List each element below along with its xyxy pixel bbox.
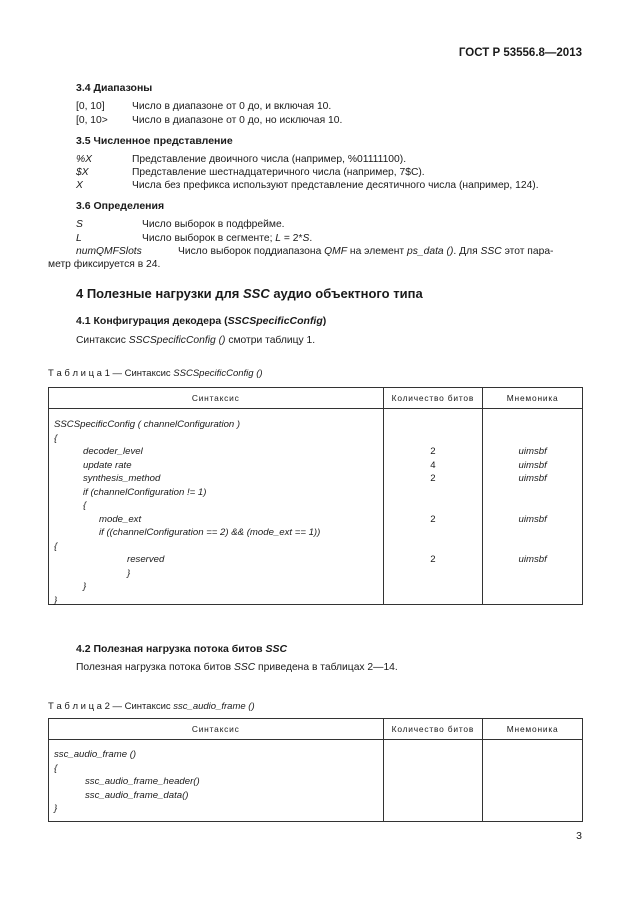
table-2 [48, 718, 583, 822]
range-desc-1: Число в диапазоне от 0 до, и включая 10. [132, 101, 332, 112]
def-term-qmf: numQMFSlots [76, 246, 142, 257]
section-3-4-title: 3.4 Диапазоны [76, 82, 153, 94]
mnemonic-value: uimsbf [518, 473, 547, 484]
code-line: } [127, 568, 131, 579]
code-line: ssc_audio_frame () [54, 749, 137, 760]
table-1-bits-cell [383, 409, 483, 605]
code-line: update rate [83, 460, 132, 471]
table-1-header-bits: Количество битов [383, 388, 483, 409]
code-line: SSCSpecificConfig ( channelConfiguration ) [54, 419, 241, 430]
table-2-bits-cell [383, 740, 483, 822]
code-line: if ((channelConfiguration == 2) && (mode_ext == 1)) [99, 527, 321, 538]
table-2-header-syntax: Синтаксис [49, 719, 384, 740]
code-line: reserved [127, 554, 165, 565]
code-line: } [54, 803, 58, 814]
table-2-caption: Т а б л и ц а 2 — Синтаксис ssc_audio_frame () [48, 701, 255, 712]
def-desc-qmf-cont: метр фиксируется в 24. [48, 259, 161, 270]
section-3-6-title: 3.6 Определения [76, 200, 165, 212]
table-1-caption: Т а б л и ц а 1 — Синтаксис SSCSpecificConfig () [48, 368, 263, 379]
table-2-syntax-cell [49, 740, 384, 822]
def-desc-qmf: Число выборок поддиапазона QMF на элемент ps_data (). Для SSC этот пара- [178, 246, 554, 257]
table-1-header-mnemonic: Мнемоника [483, 388, 583, 409]
num-term-3: X [76, 180, 83, 191]
range-desc-2: Число в диапазоне от 0 до, но исключая 10. [132, 115, 343, 126]
mnemonic-value: uimsbf [518, 514, 547, 525]
bits-value: 2 [430, 554, 436, 565]
def-desc-l: Число выборок в сегменте; L = 2*S. [142, 233, 313, 244]
code-line: ssc_audio_frame_data() [85, 790, 189, 801]
num-desc-2: Представление шестнадцатеричного числа (например, 7$C). [132, 167, 425, 178]
code-line: { [54, 763, 58, 774]
table-2-header-bits: Количество битов [383, 719, 483, 740]
code-line: } [83, 581, 87, 592]
document-id: ГОСТ Р 53556.8—2013 [458, 47, 582, 59]
table-1 [48, 387, 583, 605]
num-term-1: %X [76, 154, 93, 165]
section-3-5-title: 3.5 Численное представление [76, 135, 233, 147]
table-1-header-syntax: Синтаксис [49, 388, 384, 409]
mnemonic-value: uimsbf [518, 554, 547, 565]
def-term-s: S [76, 219, 83, 230]
table-1-syntax-cell [49, 409, 384, 605]
num-term-2: $X [76, 167, 89, 178]
num-desc-1: Представление двоичного числа (например, %01111100). [132, 154, 407, 165]
bits-value: 2 [430, 446, 436, 457]
code-line: { [83, 500, 87, 511]
def-term-l: L [76, 233, 82, 244]
code-line: ssc_audio_frame_header() [85, 776, 200, 787]
code-line: decoder_level [83, 446, 143, 457]
table-2-mnemonic-cell [483, 740, 583, 822]
code-line: if (channelConfiguration != 1) [83, 487, 207, 498]
mnemonic-value: uimsbf [518, 460, 547, 471]
section-4-2-text: Полезная нагрузка потока битов SSC приведена в таблицах 2—14. [76, 662, 398, 673]
bits-value: 2 [430, 514, 436, 525]
code-line: } [54, 595, 58, 606]
bits-value: 4 [430, 460, 436, 471]
table-1-mnemonic-cell [483, 409, 583, 605]
def-desc-s: Число выборок в подфрейме. [142, 219, 285, 230]
range-term-1: [0, 10] [76, 101, 105, 112]
chapter-4-title: 4 Полезные нагрузки для SSC аудио объектного типа [76, 286, 423, 301]
range-term-2: [0, 10> [76, 115, 108, 126]
mnemonic-value: uimsbf [518, 446, 547, 457]
section-4-1-title: 4.1 Конфигурация декодера (SSCSpecificConfig) [76, 315, 327, 327]
code-line: { [54, 433, 58, 444]
page-number: 3 [576, 830, 582, 842]
num-desc-3: Числа без префикса используют представление десятичного числа (например, 124). [132, 180, 539, 191]
bits-value: 2 [430, 473, 436, 484]
code-line: mode_ext [99, 514, 142, 525]
code-line: synthesis_method [83, 473, 161, 484]
code-line: { [54, 541, 58, 552]
section-4-1-text: Синтаксис SSCSpecificConfig () смотри таблицу 1. [76, 335, 316, 346]
table-2-header-mnemonic: Мнемоника [483, 719, 583, 740]
section-4-2-title: 4.2 Полезная нагрузка потока битов SSC [76, 643, 288, 655]
